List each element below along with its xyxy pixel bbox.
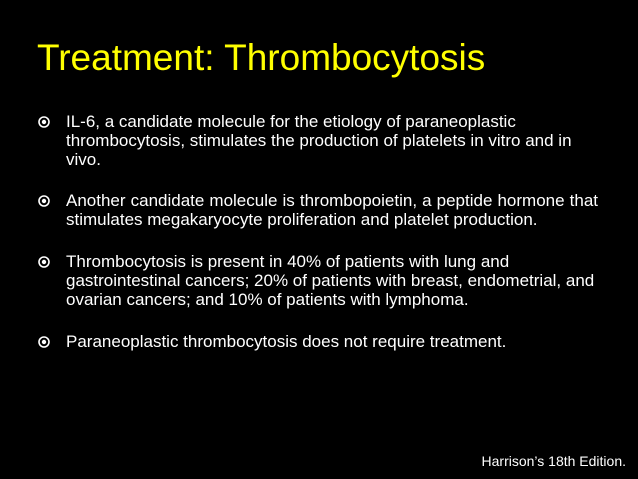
bullet-item [38, 252, 598, 309]
bullet-text: Thrombocytosis is present in 40% of patients with lung and gastrointestinal cancers; 20% of patients with breast, endometrial, and ovarian cancers; and 10% of patients with lymphoma. [66, 252, 595, 309]
bullet-text: Another candidate molecule is thrombopoietin, a peptide hormone that stimulates megakaryocyte proliferation and platelet production. [66, 191, 598, 229]
target-bullet-icon [38, 336, 50, 348]
bullet-text: IL-6, a candidate molecule for the etiology of paraneoplastic thrombocytosis, stimulates the production of platelets in vitro and in vivo. [66, 112, 572, 169]
bullet-list [38, 112, 598, 351]
target-bullet-icon [38, 195, 50, 207]
slide-title: Treatment: Thrombocytosis [37, 37, 486, 78]
bullet-item [38, 112, 598, 169]
bullet-text: Paraneoplastic thrombocytosis does not require treatment. [66, 332, 507, 351]
target-bullet-icon [38, 256, 50, 268]
bullet-item [38, 332, 598, 351]
target-bullet-icon [38, 116, 50, 128]
bullet-item [38, 191, 598, 229]
source-citation: Harrison’s 18th Edition. [481, 453, 626, 469]
